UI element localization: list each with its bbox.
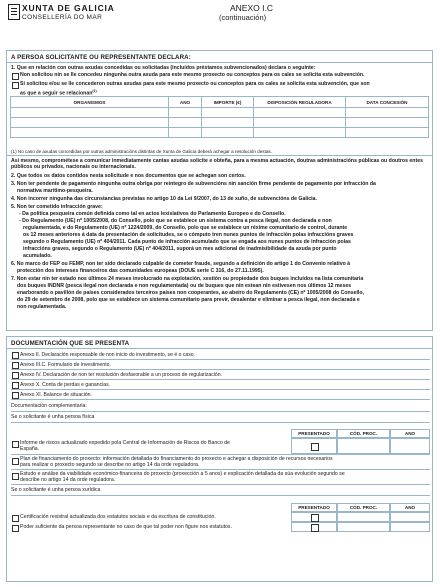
item-5b-4: segundo o Regulamento (UE) nº 404/2011. Cada punto de infracción acumulado que se engada aos nunes puntos de infracción polas: [23, 239, 351, 245]
risk-report-presented-checkbox[interactable]: [311, 443, 319, 451]
footnote: (1) No caso de axudas concedidas por outras administracións distintas de Xunta de Galicia deberá achegar a resolución destas.: [11, 149, 272, 154]
col-year-juridical: ANO: [390, 503, 430, 512]
item-1: 1. Que en relación con outras axudas concedidas ou solicitadas (incluídos préstamos subvencionados) declara o seguinte:: [11, 65, 316, 71]
declaration-section: [6, 50, 433, 331]
item-7-line-1: 7. Non estar nin ter estado nos últimos 24 meses involucrado na explotación, xestión ou propiedade dos buques incluídos na lista comunitaria: [11, 276, 364, 282]
viability-study-label-1: Estudo e análise da viabilidade económico-financeira do proxecto (proxección a 5 anos) e explicación detallada da súa evolución segundo se: [20, 471, 345, 477]
physical-person-heading: Se o solicitante é unha persoa física: [11, 414, 95, 420]
documentation-section: [6, 336, 433, 582]
option-yes-aid-label-2: as que a seguir se relacionan$^{(1)}$: [20, 89, 97, 97]
item-3-line-1: 3. Non ter pendente de pagamento ningunha outra obriga por reintegro de subvencións nin sanción firme pendente de pagamento por infracción da: [11, 181, 376, 187]
aid-table: [10, 96, 429, 138]
commitment-text: Así mesmo, comprométese a comunicar inmediatamente cantas axudas solicite e obteña, para a mesma actuación, doutras administracións públicas ou doutros entes públicos ou privados, nacionais ou internacionais.: [11, 158, 423, 171]
item-2: 2. Que todos os datos contidos nesta solicitude e nos documentos que se achegan son certos.: [11, 173, 246, 179]
item-7-line-3: enarborando o pavillón de países considerados terceiros países non cooperantes, ao abeiro do Regulamento (CE) nº 1005/2008 do Consello,: [17, 290, 364, 296]
financing-plan-checkbox[interactable]: [12, 458, 19, 465]
documentation-title: DOCUMENTACIÓN QUE SE PRESENTA: [11, 340, 130, 347]
item-7-line-2: dos buques INDNR (pesca ilegal non declarada e non regulamentada) ou de buques que nin estean nin estivesen nos últimos 12 meses: [17, 283, 352, 289]
col-data-concesion: DATA CONCESIÓN: [346, 97, 429, 108]
power-year-cell[interactable]: [390, 522, 430, 532]
registry-cert-presented-cell: [291, 512, 337, 522]
annex-x-label: Anexo X. Conta de perdas e ganancias.: [20, 381, 111, 388]
registry-cert-presented-checkbox[interactable]: [311, 514, 319, 522]
item-4: 4. Non incorrer ningunha das circunstancias previstas no artigo 10 da Lei 9/2007, do 13 de xuño, de subvencións de Galicia.: [11, 196, 317, 202]
page-header: [0, 0, 440, 30]
org-department: CONSELLERÍA DO MAR: [22, 14, 103, 21]
item-5b-2: regulamentada, e do Regulamento (UE) nº 1224/2009, do Consello, polo que se establece un réxime comunitario de control, durante: [23, 225, 348, 231]
annex-iiic-checkbox[interactable]: [12, 362, 19, 369]
col-organismos: ORGANISMOS: [11, 97, 169, 108]
col-disposicion: DISPOSICIÓN REGULADORA: [254, 97, 346, 108]
option-no-aid-checkbox[interactable]: [12, 73, 19, 80]
col-ano: ANO: [169, 97, 202, 108]
risk-report-label-1: Informe de riscos actualizado expedido pola Central de Información de Riscos do Banco de: [20, 440, 230, 446]
col-presented: PRESENTADO: [291, 429, 337, 438]
power-presented-checkbox[interactable]: [311, 524, 319, 532]
annex-title: ANEXO I.C: [230, 3, 273, 13]
item-6-line-2: protección dos intereses financeiros das comunidades europeas (DOUE serie C 316, do 27.11.1995).: [17, 268, 264, 274]
annex-ii-label: Anexo II. Declaración responsable de non inicio do investimento, se é o caso.: [20, 351, 195, 358]
declaration-title: A PERSOA SOLICITANTE OU REPRESENTANTE DECLARA:: [11, 54, 191, 61]
annex-subtitle: (continuación): [219, 13, 267, 22]
table-row[interactable]: [11, 118, 429, 128]
table-row[interactable]: [11, 128, 429, 138]
annex-iv-row: [11, 370, 430, 380]
registry-cert-label: Certificación rexistral actualizada dos estatutos sociais e da escritura de constitución.: [20, 514, 216, 520]
registry-cert-proc-cell[interactable]: [337, 512, 390, 522]
viability-study-label-2: describe no artigo 14 da orde reguladora.: [20, 477, 116, 483]
annex-xi-label: Anexo XI. Balance de situación.: [20, 391, 92, 398]
org-name: XUNTA DE GALICIA: [22, 3, 115, 13]
annex-x-row: [11, 380, 430, 390]
col-importe: IMPORTE (€): [202, 97, 254, 108]
col-proc-code-juridical: CÓD. PROC.: [337, 503, 390, 512]
complementary-heading: Documentación complementaria:: [11, 403, 87, 409]
xunta-logo-icon: [8, 4, 20, 20]
annex-iiic-label: Anexo III.C. Formulario de investimento.: [20, 361, 111, 368]
item-5b-1: - Do Regulamento (UE) nº 1005/2008, do Consello, polo que se establece un sistema contra a pesca ilegal, non declarada e non: [19, 218, 332, 224]
registry-cert-checkbox[interactable]: [12, 515, 19, 522]
annex-ii-checkbox[interactable]: [12, 352, 19, 359]
item-5b-6: acumulado.: [23, 253, 52, 259]
risk-report-proc-cell[interactable]: [337, 438, 390, 454]
viability-study-checkbox[interactable]: [12, 473, 19, 480]
option-yes-aid-label-1: Si solicitou e/ou se lle concederon outras axudas para este mesmo proxecto ou conceptos para os cales se solicita esta subvención, que son: [20, 81, 370, 87]
option-yes-aid-checkbox[interactable]: [12, 82, 19, 89]
item-7-line-4: do 29 de setembro de 2008, polo que se establece un sistema comunitario para previr, desalentar e eliminar a pesca ilegal, non declarada e: [17, 297, 360, 303]
annex-x-checkbox[interactable]: [12, 382, 19, 389]
annex-iv-checkbox[interactable]: [12, 372, 19, 379]
col-proc-code: CÓD. PROC.: [337, 429, 390, 438]
table-row[interactable]: [11, 108, 429, 118]
option-no-aid-label: Non solicitou nin se lle concedeu ningunha outra axuda para este mesmo proxecto ou conceptos para os cales se solicita esta subvención.: [20, 72, 365, 78]
item-6-line-1: 6. No marco do FEP ou FEMP, non ter sido declarado culpable de cometer fraude, segundo a definición do artigo 1 do Convenio relativo á: [11, 261, 351, 267]
financing-plan-label-1: Plan de financiamento do proxecto: información detallada do financiamento do proxecto e achegar a disposición de recursos necesarios: [20, 456, 333, 462]
juridical-person-heading: Se o solicitante é unha persoa xurídica: [11, 487, 101, 493]
power-of-attorney-label: Poder suficiente da persoa representante no caso de que tal poder non figure nos estatutos.: [20, 524, 232, 530]
risk-report-presented-cell: [291, 438, 337, 454]
item-5a: - Da política pesqueira común definida como tal en actos lexislativos do Parlamento Europeo e do Consello.: [19, 211, 286, 217]
item-7-line-5: non regulamentada.: [17, 304, 67, 310]
annex-ii-row: [11, 350, 430, 360]
risk-report-label-2: España.: [20, 446, 40, 452]
annex-xi-checkbox[interactable]: [12, 392, 19, 399]
annex-iv-label: Anexo IV. Declaración de non ter resolución desfavorable a un proceso de regularización.: [20, 371, 222, 378]
power-presented-cell: [291, 522, 337, 532]
item-3-line-2: normativa marítimo-pesqueira.: [17, 188, 93, 194]
risk-report-checkbox[interactable]: [12, 441, 19, 448]
annex-iiic-row: [11, 360, 430, 370]
power-proc-cell[interactable]: [337, 522, 390, 532]
financing-plan-label-2: para realizar o proxecto segundo se describe no artigo 14 da orde reguladora.: [20, 462, 200, 468]
item-5b-3: os 12 meses anteriores á data da presentación de solicitudes, se o cómputo tren nunes puntos de infracción polas infraccións graves: [23, 232, 354, 238]
registry-cert-year-cell[interactable]: [390, 512, 430, 522]
col-year: ANO: [390, 429, 430, 438]
item-5: 5. Non ter cometido infracción grave:: [11, 204, 103, 210]
annex-xi-row: [11, 390, 430, 400]
item-5b-5: infraccións graves, segundo o Regulamento (UE) nº 404/2011, suporá un mes adicional de inadmisibilidade da axuda por punto: [23, 246, 337, 252]
risk-report-year-cell[interactable]: [390, 438, 430, 454]
power-of-attorney-checkbox[interactable]: [12, 525, 19, 532]
col-presented-juridical: PRESENTADO: [291, 503, 337, 512]
